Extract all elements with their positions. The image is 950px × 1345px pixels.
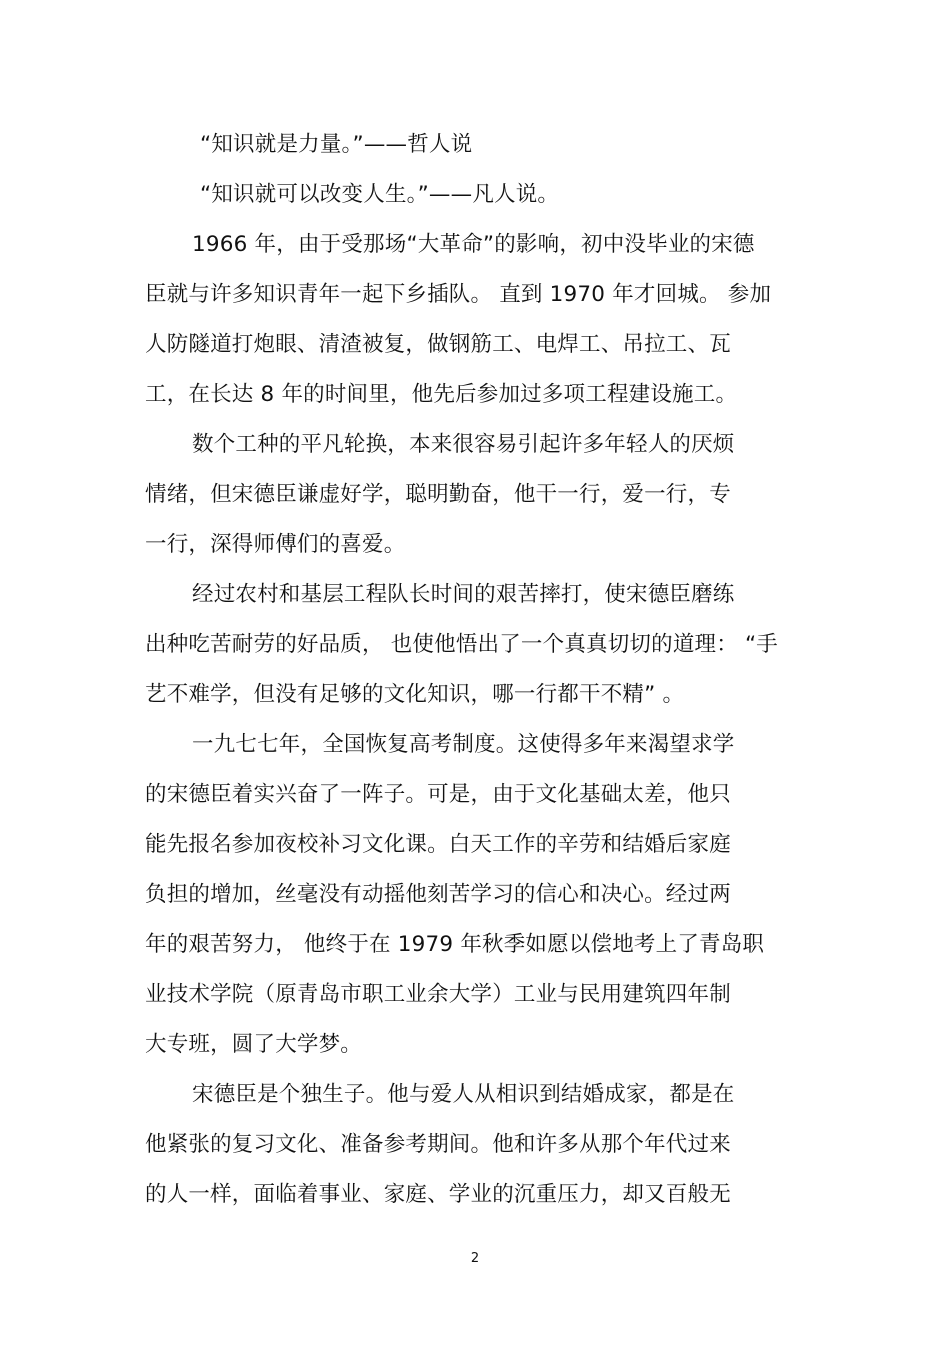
body-line: 宋德臣是个独生子。他与爱人从相识到结婚成家，都是在 [192, 1082, 735, 1107]
body-line: 数个工种的平凡轮换，本来很容易引起许多年轻人的厌烦 [192, 432, 735, 457]
body-line: 工，在长达 8 年的时间里，他先后参加过多项工程建设施工。 [145, 382, 738, 407]
page-number: 2 [470, 1251, 480, 1266]
body-line: 出种吃苦耐劳的好品质， 也使他悟出了一个真真切切的道理： “手 [145, 632, 779, 657]
body-line: 一九七七年，全国恢复高考制度。这使得多年来渴望求学 [192, 732, 735, 757]
body-line: 年的艰苦努力， 他终于在 1979 年秋季如愿以偿地考上了青岛职 [145, 932, 765, 957]
quote-common-people: “知识就可以改变人生。”——凡人说。 [200, 182, 560, 207]
body-line: 艺不难学，但没有足够的文化知识，哪一行都干不精” 。 [145, 682, 685, 707]
body-line: 情绪，但宋德臣谦虚好学，聪明勤奋，他干一行，爱一行，专 [145, 482, 731, 507]
body-line: 负担的增加，丝毫没有动摇他刻苦学习的信心和决心。经过两 [145, 882, 731, 907]
body-line: 能先报名参加夜校补习文化课。白天工作的辛劳和结婚后家庭 [145, 832, 731, 857]
body-line: 臣就与许多知识青年一起下乡插队。 直到 1970 年才回城。 参加 [145, 282, 772, 307]
body-line: 一行，深得师傅们的喜爱。 [145, 532, 406, 557]
quote-philosopher: “知识就是力量。”——哲人说 [200, 132, 473, 157]
body-line: 经过农村和基层工程队长时间的艰苦摔打，使宋德臣磨练 [192, 582, 735, 607]
body-line: 人防隧道打炮眼、清渣被复，做钢筋工、电焊工、吊拉工、瓦 [145, 332, 731, 357]
body-line: 的宋德臣着实兴奋了一阵子。可是，由于文化基础太差，他只 [145, 782, 731, 807]
body-line: 的人一样，面临着事业、家庭、学业的沉重压力，却又百般无 [145, 1182, 731, 1207]
body-line: 1966 年，由于受那场“大革命”的影响，初中没毕业的宋德 [192, 232, 755, 257]
body-line: 大专班，圆了大学梦。 [145, 1032, 363, 1057]
body-line: 业技术学院（原青岛市职工业余大学）工业与民用建筑四年制 [145, 982, 731, 1007]
body-line: 他紧张的复习文化、准备参考期间。他和许多从那个年代过来 [145, 1132, 731, 1157]
